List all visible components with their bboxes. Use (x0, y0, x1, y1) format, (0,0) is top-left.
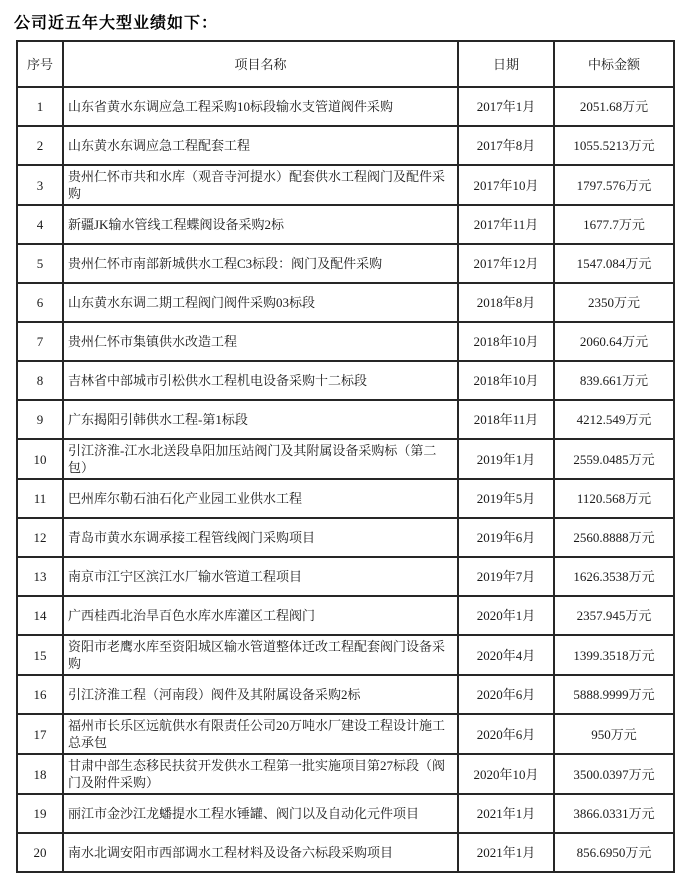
cell-amount: 1797.576万元 (554, 165, 674, 205)
cell-amount: 5888.9999万元 (554, 675, 674, 714)
table-row (17, 518, 674, 557)
table-row (17, 479, 674, 518)
cell-name: 引江济淮工程（河南段）阀件及其附属设备采购2标 (63, 675, 458, 714)
cell-amount: 4212.549万元 (554, 400, 674, 439)
cell-amount: 3500.0397万元 (554, 754, 674, 794)
table-body (17, 87, 674, 872)
column-header-date: 日期 (458, 41, 554, 87)
cell-date: 2017年8月 (458, 126, 554, 165)
table-row (17, 754, 674, 794)
cell-index: 8 (17, 361, 63, 400)
cell-name: 南京市江宁区滨江水厂输水管道工程项目 (63, 557, 458, 596)
table-row (17, 361, 674, 400)
cell-amount: 2051.68万元 (554, 87, 674, 126)
cell-date: 2020年6月 (458, 675, 554, 714)
cell-amount: 950万元 (554, 714, 674, 754)
cell-amount: 1626.3538万元 (554, 557, 674, 596)
cell-date: 2017年1月 (458, 87, 554, 126)
cell-amount: 2350万元 (554, 283, 674, 322)
cell-amount: 2560.8888万元 (554, 518, 674, 557)
cell-name: 山东黄水东调二期工程阀门阀件采购03标段 (63, 283, 458, 322)
table-header (17, 41, 674, 87)
column-header-index: 序号 (17, 41, 63, 87)
column-header-name: 项目名称 (63, 41, 458, 87)
cell-amount: 2060.64万元 (554, 322, 674, 361)
table-row (17, 400, 674, 439)
table-row (17, 675, 674, 714)
cell-name: 贵州仁怀市共和水库（观音寺河提水）配套供水工程阀门及配件采购 (63, 165, 458, 205)
table-header-row (17, 41, 674, 87)
table-row (17, 596, 674, 635)
table-row (17, 87, 674, 126)
table-row (17, 557, 674, 596)
cell-date: 2019年7月 (458, 557, 554, 596)
cell-date: 2020年10月 (458, 754, 554, 794)
cell-index: 10 (17, 439, 63, 479)
table-row (17, 714, 674, 754)
cell-amount: 1399.3518万元 (554, 635, 674, 675)
table-row (17, 283, 674, 322)
cell-name: 广东揭阳引韩供水工程-第1标段 (63, 400, 458, 439)
cell-amount: 3866.0331万元 (554, 794, 674, 833)
cell-name: 南水北调安阳市西部调水工程材料及设备六标段采购项目 (63, 833, 458, 872)
cell-amount: 1055.5213万元 (554, 126, 674, 165)
cell-name: 巴州库尔勒石油石化产业园工业供水工程 (63, 479, 458, 518)
cell-date: 2020年6月 (458, 714, 554, 754)
cell-name: 资阳市老鹰水库至资阳城区输水管道整体迁改工程配套阀门设备采购 (63, 635, 458, 675)
cell-date: 2021年1月 (458, 794, 554, 833)
table-row (17, 439, 674, 479)
cell-date: 2018年10月 (458, 322, 554, 361)
cell-name: 贵州仁怀市南部新城供水工程C3标段：阀门及配件采购 (63, 244, 458, 283)
cell-date: 2020年1月 (458, 596, 554, 635)
cell-index: 15 (17, 635, 63, 675)
cell-index: 16 (17, 675, 63, 714)
cell-amount: 2357.945万元 (554, 596, 674, 635)
cell-date: 2018年11月 (458, 400, 554, 439)
cell-name: 青岛市黄水东调承接工程管线阀门采购项目 (63, 518, 458, 557)
cell-index: 5 (17, 244, 63, 283)
cell-name: 山东黄水东调应急工程配套工程 (63, 126, 458, 165)
cell-index: 9 (17, 400, 63, 439)
cell-amount: 2559.0485万元 (554, 439, 674, 479)
cell-index: 4 (17, 205, 63, 244)
cell-amount: 856.6950万元 (554, 833, 674, 872)
cell-date: 2017年12月 (458, 244, 554, 283)
cell-index: 12 (17, 518, 63, 557)
cell-index: 13 (17, 557, 63, 596)
cell-amount: 1547.084万元 (554, 244, 674, 283)
cell-name: 丽江市金沙江龙蟠提水工程水锤罐、阀门以及自动化元件项目 (63, 794, 458, 833)
cell-date: 2019年5月 (458, 479, 554, 518)
table-row (17, 833, 674, 872)
cell-index: 1 (17, 87, 63, 126)
table-row (17, 205, 674, 244)
cell-name: 广西桂西北治旱百色水库水库灌区工程阀门 (63, 596, 458, 635)
cell-name: 福州市长乐区远航供水有限责任公司20万吨水厂建设工程设计施工总承包 (63, 714, 458, 754)
cell-index: 19 (17, 794, 63, 833)
table-row (17, 322, 674, 361)
table-row (17, 635, 674, 675)
cell-date: 2019年6月 (458, 518, 554, 557)
cell-index: 6 (17, 283, 63, 322)
cell-name: 甘肃中部生态移民扶贫开发供水工程第一批实施项目第27标段（阀门及附件采购） (63, 754, 458, 794)
table-row (17, 165, 674, 205)
performance-table (16, 40, 675, 873)
cell-date: 2018年8月 (458, 283, 554, 322)
cell-index: 17 (17, 714, 63, 754)
table-row (17, 126, 674, 165)
cell-amount: 839.661万元 (554, 361, 674, 400)
table-row (17, 794, 674, 833)
cell-amount: 1120.568万元 (554, 479, 674, 518)
cell-name: 吉林省中部城市引松供水工程机电设备采购十二标段 (63, 361, 458, 400)
cell-amount: 1677.7万元 (554, 205, 674, 244)
cell-index: 2 (17, 126, 63, 165)
cell-date: 2019年1月 (458, 439, 554, 479)
cell-date: 2020年4月 (458, 635, 554, 675)
cell-date: 2018年10月 (458, 361, 554, 400)
cell-name: 山东省黄水东调应急工程采购10标段输水支管道阀件采购 (63, 87, 458, 126)
cell-date: 2021年1月 (458, 833, 554, 872)
cell-index: 3 (17, 165, 63, 205)
cell-name: 贵州仁怀市集镇供水改造工程 (63, 322, 458, 361)
cell-index: 20 (17, 833, 63, 872)
cell-name: 引江济淮-江水北送段阜阳加压站阀门及其附属设备采购标（第二包） (63, 439, 458, 479)
page-title: 公司近五年大型业绩如下： (14, 15, 219, 32)
cell-index: 11 (17, 479, 63, 518)
column-header-amount: 中标金额 (554, 41, 674, 87)
cell-date: 2017年10月 (458, 165, 554, 205)
cell-name: 新疆JK输水管线工程蝶阀设备采购2标 (63, 205, 458, 244)
cell-index: 14 (17, 596, 63, 635)
table-row (17, 244, 674, 283)
cell-index: 18 (17, 754, 63, 794)
cell-date: 2017年11月 (458, 205, 554, 244)
cell-index: 7 (17, 322, 63, 361)
